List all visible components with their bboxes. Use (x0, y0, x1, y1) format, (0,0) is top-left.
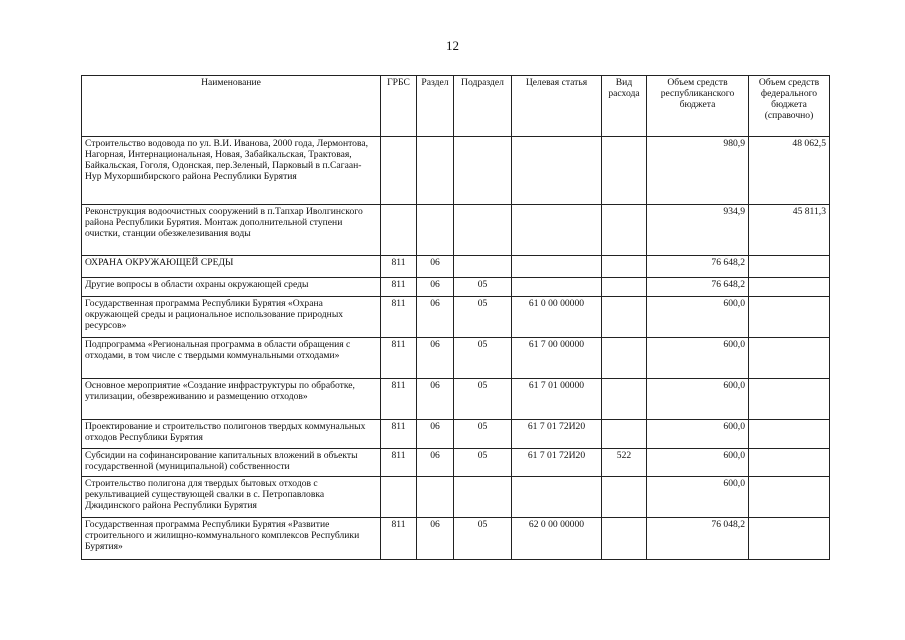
header-grbs: ГРБС (381, 76, 417, 137)
cell-target-article: 62 0 00 00000 (512, 518, 602, 560)
cell-federal-budget (749, 477, 830, 518)
cell-grbs: 811 (381, 449, 417, 477)
cell-grbs: 811 (381, 420, 417, 449)
cell-expense-type (602, 477, 647, 518)
cell-razdel: 06 (417, 449, 454, 477)
cell-razdel (417, 137, 454, 205)
cell-grbs: 811 (381, 518, 417, 560)
cell-grbs (381, 205, 417, 256)
cell-podrazdel: 05 (454, 338, 512, 379)
cell-target-article (512, 256, 602, 278)
cell-target-article (512, 205, 602, 256)
cell-grbs: 811 (381, 379, 417, 420)
cell-razdel: 06 (417, 420, 454, 449)
cell-target-article: 61 7 01 72И20 (512, 420, 602, 449)
cell-razdel: 06 (417, 256, 454, 278)
cell-target-article: 61 7 01 00000 (512, 379, 602, 420)
cell-grbs (381, 477, 417, 518)
cell-grbs (381, 137, 417, 205)
cell-name: Основное мероприятие «Создание инфраструктуры по обработке, утилизации, обезвреживанию и размещению отходов» (82, 379, 381, 420)
cell-federal-budget (749, 449, 830, 477)
cell-target-article: 61 0 00 00000 (512, 297, 602, 338)
cell-name: Строительство водовода по ул. В.И. Иванова, 2000 года, Лермонтова, Нагорная, Интернациональная, Новая, Забайкальская, Трактовая, Байкальская, Гоголя, Одонская, пер.Зеленый, Парковый в п.Сагаан-Нур Мухоршибирского района Республики Бурятия (82, 137, 381, 205)
budget-table (81, 75, 830, 560)
header-federal-budget: Объем средств федерального бюджета (справочно) (749, 76, 830, 137)
cell-razdel: 06 (417, 379, 454, 420)
cell-name: Другие вопросы в области охраны окружающей среды (82, 278, 381, 297)
cell-expense-type: 522 (602, 449, 647, 477)
cell-expense-type (602, 338, 647, 379)
table-row (82, 477, 830, 518)
cell-name: Проектирование и строительство полигонов твердых коммунальных отходов Республики Бурятия (82, 420, 381, 449)
cell-name: Реконструкция водоочистных сооружений в п.Тапхар Иволгинского района Республики Бурятия. Монтаж дополнительной ступени очистки, станции обезжелезивания воды (82, 205, 381, 256)
cell-podrazdel (454, 256, 512, 278)
cell-podrazdel: 05 (454, 278, 512, 297)
cell-podrazdel (454, 137, 512, 205)
cell-republic-budget: 980,9 (647, 137, 749, 205)
cell-podrazdel: 05 (454, 379, 512, 420)
cell-republic-budget: 600,0 (647, 297, 749, 338)
cell-federal-budget (749, 297, 830, 338)
cell-podrazdel: 05 (454, 420, 512, 449)
cell-target-article (512, 477, 602, 518)
cell-expense-type (602, 297, 647, 338)
cell-republic-budget: 934,9 (647, 205, 749, 256)
cell-grbs: 811 (381, 278, 417, 297)
cell-republic-budget: 600,0 (647, 449, 749, 477)
header-expense-type: Вид расхода (602, 76, 647, 137)
cell-razdel (417, 205, 454, 256)
cell-federal-budget (749, 420, 830, 449)
cell-name: Строительство полигона для твердых бытовых отходов с рекультивацией существующей свалки в с. Петропавловка Джидинского района Республики Бурятия (82, 477, 381, 518)
cell-federal-budget (749, 278, 830, 297)
cell-republic-budget: 76 648,2 (647, 278, 749, 297)
cell-republic-budget: 600,0 (647, 379, 749, 420)
cell-grbs: 811 (381, 338, 417, 379)
cell-federal-budget (749, 379, 830, 420)
table-header-row (82, 76, 830, 137)
cell-expense-type (602, 137, 647, 205)
cell-federal-budget: 48 062,5 (749, 137, 830, 205)
cell-podrazdel (454, 477, 512, 518)
cell-name: Государственная программа Республики Бурятия «Развитие строительного и жилищно-коммунального комплексов Республики Бурятия» (82, 518, 381, 560)
cell-expense-type (602, 278, 647, 297)
header-name: Наименование (82, 76, 381, 137)
table-row (82, 449, 830, 477)
cell-razdel (417, 477, 454, 518)
table-row (82, 256, 830, 278)
cell-federal-budget: 45 811,3 (749, 205, 830, 256)
table-row (82, 518, 830, 560)
cell-republic-budget: 600,0 (647, 477, 749, 518)
header-razdel: Раздел (417, 76, 454, 137)
cell-expense-type (602, 518, 647, 560)
cell-name: Подпрограмма «Региональная программа в области обращения с отходами, в том числе с твердыми коммунальными отходами» (82, 338, 381, 379)
cell-target-article: 61 7 01 72И20 (512, 449, 602, 477)
cell-podrazdel (454, 205, 512, 256)
cell-federal-budget (749, 338, 830, 379)
cell-grbs: 811 (381, 256, 417, 278)
table-row (82, 278, 830, 297)
cell-expense-type (602, 256, 647, 278)
cell-name: ОХРАНА ОКРУЖАЮЩЕЙ СРЕДЫ (82, 256, 381, 278)
cell-target-article: 61 7 00 00000 (512, 338, 602, 379)
cell-expense-type (602, 420, 647, 449)
cell-name: Субсидии на софинансирование капитальных вложений в объекты государственной (муниципальной) собственности (82, 449, 381, 477)
table-row (82, 137, 830, 205)
cell-razdel: 06 (417, 518, 454, 560)
header-republic-budget: Объем средств республиканского бюджета (647, 76, 749, 137)
table-row (82, 379, 830, 420)
cell-razdel: 06 (417, 278, 454, 297)
cell-republic-budget: 76 048,2 (647, 518, 749, 560)
cell-republic-budget: 76 648,2 (647, 256, 749, 278)
cell-target-article (512, 137, 602, 205)
cell-target-article (512, 278, 602, 297)
cell-republic-budget: 600,0 (647, 420, 749, 449)
cell-razdel: 06 (417, 338, 454, 379)
cell-grbs: 811 (381, 297, 417, 338)
cell-expense-type (602, 379, 647, 420)
cell-name: Государственная программа Республики Бурятия «Охрана окружающей среды и рациональное использование природных ресурсов» (82, 297, 381, 338)
header-podrazdel: Подраздел (454, 76, 512, 137)
cell-podrazdel: 05 (454, 449, 512, 477)
table-row (82, 338, 830, 379)
cell-federal-budget (749, 518, 830, 560)
cell-podrazdel: 05 (454, 518, 512, 560)
table-row (82, 420, 830, 449)
cell-razdel: 06 (417, 297, 454, 338)
cell-podrazdel: 05 (454, 297, 512, 338)
table-row (82, 205, 830, 256)
page-number: 12 (446, 38, 459, 53)
cell-republic-budget: 600,0 (647, 338, 749, 379)
table-row (82, 297, 830, 338)
cell-expense-type (602, 205, 647, 256)
header-target-article: Целевая статья (512, 76, 602, 137)
cell-federal-budget (749, 256, 830, 278)
